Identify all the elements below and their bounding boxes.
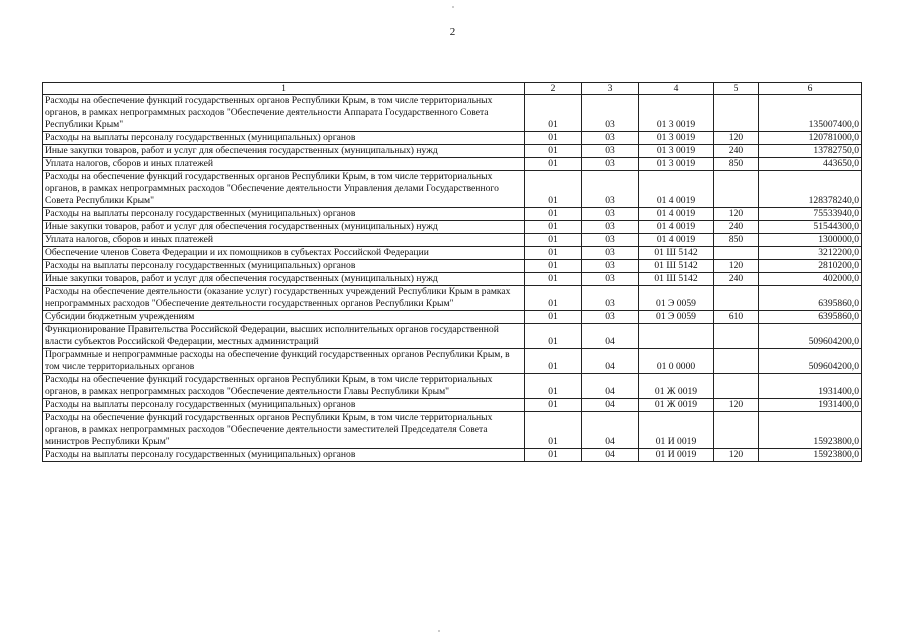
row-amount: 1931400,0 — [759, 399, 862, 412]
row-section: 01 — [525, 171, 582, 208]
row-description: Расходы на обеспечение функций государственных органов Республики Крым, в том числе территориальных органов, в рамках непрограммных расходов "Обеспечение деятельности Главы Республики Крым" — [43, 374, 525, 399]
row-subsection: 03 — [582, 234, 639, 247]
row-amount: 15923800,0 — [759, 412, 862, 449]
row-subsection: 04 — [582, 412, 639, 449]
row-subsection: 03 — [582, 260, 639, 273]
row-expense-type: 120 — [714, 260, 759, 273]
row-expense-type: 120 — [714, 399, 759, 412]
row-description: Расходы на обеспечение функций государственных органов Республики Крым, в том числе территориальных органов, в рамках непрограммных расходов "Обеспечение деятельности заместителей Председателя Совета министров Республики Крым" — [43, 412, 525, 449]
row-amount: 402000,0 — [759, 273, 862, 286]
row-target-article: 01 Э 0059 — [639, 286, 714, 311]
table-header — [43, 83, 862, 95]
row-target-article: 01 Ж 0019 — [639, 374, 714, 399]
row-target-article: 01 4 0019 — [639, 208, 714, 221]
row-subsection: 04 — [582, 399, 639, 412]
row-target-article: 01 3 0019 — [639, 95, 714, 132]
table-row — [43, 374, 862, 399]
row-expense-type — [714, 286, 759, 311]
row-subsection: 03 — [582, 311, 639, 324]
row-section: 01 — [525, 145, 582, 158]
row-subsection: 04 — [582, 349, 639, 374]
table-row — [43, 247, 862, 260]
row-amount: 15923800,0 — [759, 449, 862, 462]
row-expense-type — [714, 324, 759, 349]
row-section: 01 — [525, 158, 582, 171]
table-row — [43, 311, 862, 324]
header-col-5: 5 — [714, 83, 759, 95]
row-description: Иные закупки товаров, работ и услуг для обеспечения государственных (муниципальных) нужд — [43, 145, 525, 158]
header-row — [43, 83, 862, 95]
row-description: Субсидии бюджетным учреждениям — [43, 311, 525, 324]
row-expense-type: 240 — [714, 145, 759, 158]
row-description: Расходы на выплаты персоналу государственных (муниципальных) органов — [43, 132, 525, 145]
row-expense-type: 850 — [714, 234, 759, 247]
row-description: Функционирование Правительства Российской Федерации, высших исполнительных органов государственной власти субъектов Российской Федерации, местных администраций — [43, 324, 525, 349]
table-row — [43, 260, 862, 273]
table-row — [43, 286, 862, 311]
row-description: Обеспечение членов Совета Федерации и их помощников в субъектах Российской Федерации — [43, 247, 525, 260]
table-row — [43, 132, 862, 145]
row-amount: 6395860,0 — [759, 311, 862, 324]
header-col-3: 3 — [582, 83, 639, 95]
row-target-article: 01 Ш 5142 — [639, 260, 714, 273]
row-amount: 13782750,0 — [759, 145, 862, 158]
table-row — [43, 171, 862, 208]
row-expense-type — [714, 349, 759, 374]
header-col-1: 1 — [43, 83, 525, 95]
row-expense-type: 120 — [714, 132, 759, 145]
row-section: 01 — [525, 95, 582, 132]
row-section: 01 — [525, 208, 582, 221]
row-subsection: 03 — [582, 158, 639, 171]
row-description: Расходы на выплаты персоналу государственных (муниципальных) органов — [43, 208, 525, 221]
scan-speck — [452, 6, 454, 8]
row-target-article: 01 Э 0059 — [639, 311, 714, 324]
row-target-article: 01 Ж 0019 — [639, 399, 714, 412]
row-subsection: 03 — [582, 247, 639, 260]
row-target-article: 01 И 0019 — [639, 449, 714, 462]
page-number: 2 — [449, 26, 456, 38]
row-expense-type: 240 — [714, 273, 759, 286]
row-amount: 443650,0 — [759, 158, 862, 171]
row-section: 01 — [525, 260, 582, 273]
row-description: Расходы на обеспечение деятельности (оказание услуг) государственных учреждений Республики Крым в рамках непрограммных расходов "Обеспечение деятельности государственных органов Республики Крым" — [43, 286, 525, 311]
row-target-article — [639, 324, 714, 349]
row-amount: 120781000,0 — [759, 132, 862, 145]
row-target-article: 01 3 0019 — [639, 145, 714, 158]
table-row — [43, 349, 862, 374]
row-amount: 128378240,0 — [759, 171, 862, 208]
row-target-article: 01 3 0019 — [639, 132, 714, 145]
scan-speck — [438, 630, 440, 632]
row-expense-type: 120 — [714, 449, 759, 462]
row-section: 01 — [525, 324, 582, 349]
row-subsection: 04 — [582, 449, 639, 462]
row-amount: 1300000,0 — [759, 234, 862, 247]
row-target-article: 01 Ш 5142 — [639, 247, 714, 260]
row-section: 01 — [525, 273, 582, 286]
row-target-article: 01 4 0019 — [639, 234, 714, 247]
row-expense-type: 120 — [714, 208, 759, 221]
row-section: 01 — [525, 374, 582, 399]
row-target-article: 01 4 0019 — [639, 171, 714, 208]
row-description: Уплата налогов, сборов и иных платежей — [43, 234, 525, 247]
row-section: 01 — [525, 412, 582, 449]
row-description: Расходы на выплаты персоналу государственных (муниципальных) органов — [43, 399, 525, 412]
row-expense-type — [714, 374, 759, 399]
budget-table — [42, 82, 862, 462]
row-description: Программные и непрограммные расходы на обеспечение функций государственных органов Республики Крым, в том числе территориальных органов — [43, 349, 525, 374]
table-row — [43, 145, 862, 158]
row-section: 01 — [525, 221, 582, 234]
row-amount: 509604200,0 — [759, 349, 862, 374]
table-row — [43, 234, 862, 247]
row-target-article: 01 Ш 5142 — [639, 273, 714, 286]
row-amount: 6395860,0 — [759, 286, 862, 311]
row-amount: 75533940,0 — [759, 208, 862, 221]
row-section: 01 — [525, 349, 582, 374]
row-section: 01 — [525, 286, 582, 311]
row-subsection: 04 — [582, 374, 639, 399]
row-expense-type: 610 — [714, 311, 759, 324]
row-subsection: 03 — [582, 132, 639, 145]
row-subsection: 03 — [582, 286, 639, 311]
table-row — [43, 208, 862, 221]
row-description: Расходы на обеспечение функций государственных органов Республики Крым, в том числе территориальных органов, в рамках непрограммных расходов "Обеспечение деятельности Управления делами Государственного Совета Республики Крым" — [43, 171, 525, 208]
row-description: Иные закупки товаров, работ и услуг для обеспечения государственных (муниципальных) нужд — [43, 273, 525, 286]
header-col-4: 4 — [639, 83, 714, 95]
row-target-article: 01 3 0019 — [639, 158, 714, 171]
row-description: Расходы на выплаты персоналу государственных (муниципальных) органов — [43, 260, 525, 273]
row-section: 01 — [525, 399, 582, 412]
header-col-6: 6 — [759, 83, 862, 95]
row-amount: 51544300,0 — [759, 221, 862, 234]
row-section: 01 — [525, 234, 582, 247]
row-section: 01 — [525, 247, 582, 260]
row-amount: 3212200,0 — [759, 247, 862, 260]
table-row — [43, 273, 862, 286]
table-row — [43, 221, 862, 234]
header-col-2: 2 — [525, 83, 582, 95]
row-expense-type — [714, 171, 759, 208]
row-target-article: 01 0 0000 — [639, 349, 714, 374]
table-row — [43, 324, 862, 349]
row-description: Расходы на выплаты персоналу государственных (муниципальных) органов — [43, 449, 525, 462]
table-body — [43, 95, 862, 462]
row-amount: 509604200,0 — [759, 324, 862, 349]
row-description: Расходы на обеспечение функций государственных органов Республики Крым, в том числе территориальных органов, в рамках непрограммных расходов "Обеспечение деятельности Аппарата Государственного Совета Республики Крым" — [43, 95, 525, 132]
row-amount: 1931400,0 — [759, 374, 862, 399]
row-section: 01 — [525, 132, 582, 145]
row-amount: 2810200,0 — [759, 260, 862, 273]
row-amount: 135007400,0 — [759, 95, 862, 132]
table-row — [43, 412, 862, 449]
row-subsection: 03 — [582, 221, 639, 234]
row-subsection: 03 — [582, 145, 639, 158]
row-target-article: 01 И 0019 — [639, 412, 714, 449]
row-subsection: 03 — [582, 273, 639, 286]
row-expense-type: 850 — [714, 158, 759, 171]
table-row — [43, 449, 862, 462]
row-section: 01 — [525, 311, 582, 324]
row-expense-type: 240 — [714, 221, 759, 234]
row-expense-type — [714, 95, 759, 132]
table-row — [43, 399, 862, 412]
row-description: Уплата налогов, сборов и иных платежей — [43, 158, 525, 171]
table-row — [43, 95, 862, 132]
row-subsection: 03 — [582, 95, 639, 132]
row-expense-type — [714, 412, 759, 449]
row-target-article: 01 4 0019 — [639, 221, 714, 234]
table-row — [43, 158, 862, 171]
row-subsection: 03 — [582, 171, 639, 208]
row-subsection: 03 — [582, 208, 639, 221]
row-subsection: 04 — [582, 324, 639, 349]
row-section: 01 — [525, 449, 582, 462]
row-expense-type — [714, 247, 759, 260]
row-description: Иные закупки товаров, работ и услуг для обеспечения государственных (муниципальных) нужд — [43, 221, 525, 234]
